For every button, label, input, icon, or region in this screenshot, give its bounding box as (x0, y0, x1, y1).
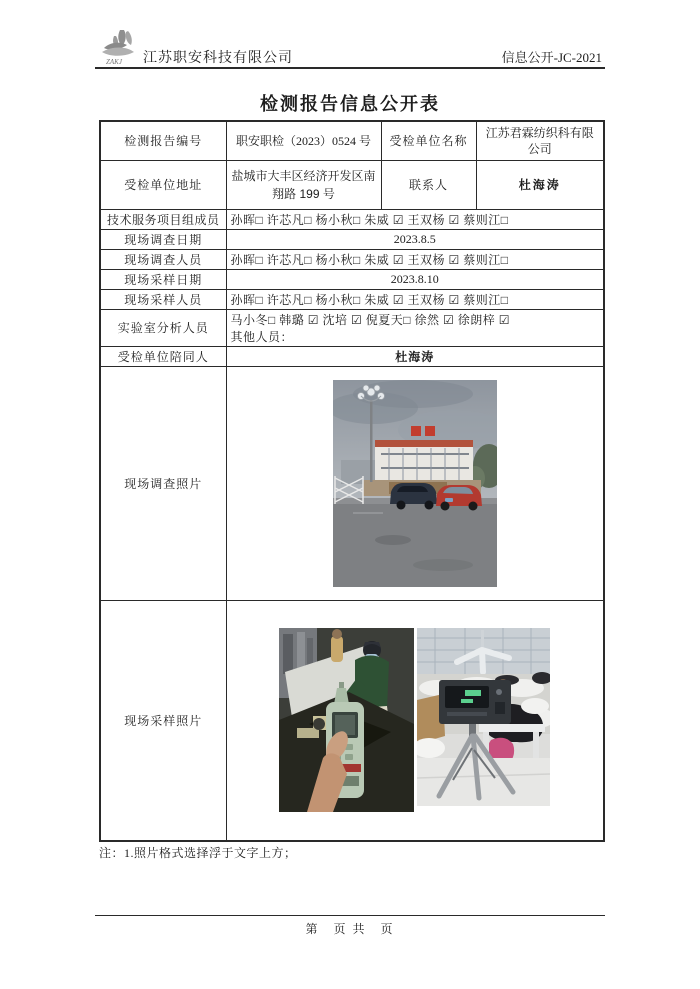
survey-staff-label: 现场调查人员 (100, 249, 226, 269)
lab-staff-others: 其他人员： (230, 329, 294, 344)
table-row (100, 600, 604, 841)
tech-team-label: 技术服务项目组成员 (100, 209, 226, 229)
survey-date-value: 2023.8.5 (226, 229, 604, 249)
sampling-photo-label: 现场采样照片 (100, 600, 226, 841)
sampling-staff-label: 现场采样人员 (100, 289, 226, 309)
company-logo-icon (100, 28, 142, 66)
header-divider (95, 67, 605, 69)
table-row (100, 160, 604, 209)
table-row (100, 229, 604, 249)
lab-staff-cell (226, 309, 604, 346)
table-row (100, 209, 604, 229)
table-row (100, 121, 604, 160)
document-code: 信息公开-JC-2021 (501, 50, 602, 65)
photo-format-note: 注：1.照片格式选择浮于文字上方； (99, 846, 297, 860)
survey-photo-label: 现场调查照片 (100, 366, 226, 600)
unit-name-label: 受检单位名称 (381, 121, 476, 160)
table-row (100, 309, 604, 346)
survey-date-label: 现场调查日期 (100, 229, 226, 249)
tech-team-checkboxes: 孙晖□ 许芯凡□ 杨小秋□ 朱威 ☑ 王双杨 ☑ 蔡则江□ (226, 209, 604, 229)
survey-photo-cell (226, 366, 604, 600)
table-row (100, 346, 604, 366)
unit-name-value: 江苏君霖纺织科有限公司 (476, 121, 604, 160)
table-row (100, 249, 604, 269)
table-row (100, 269, 604, 289)
page-number-footer: 第 页 共 页 (305, 922, 395, 936)
svg-text:ZAKJ: ZAKJ (106, 58, 122, 66)
contact-label: 联系人 (381, 160, 476, 209)
escort-value: 杜海涛 (226, 346, 604, 366)
escort-label: 受检单位陪同人 (100, 346, 226, 366)
company-name: 江苏职安科技有限公司 (143, 51, 293, 66)
report-no-value: 职安职检（2023）0524 号 (226, 121, 381, 160)
lab-staff-label: 实验室分析人员 (100, 309, 226, 346)
sampling-photo-cell (226, 600, 604, 841)
table-row (100, 366, 604, 600)
unit-addr-label: 受检单位地址 (100, 160, 226, 209)
footer-divider (95, 915, 605, 916)
lab-staff-checkboxes: 马小冬□ 韩璐 ☑ 沈培 ☑ 倪夏天□ 徐然 ☑ 徐朗梓 ☑ (230, 312, 511, 327)
contact-value: 杜海涛 (476, 160, 604, 209)
sampling-photo-left (279, 628, 414, 812)
sampling-date-label: 现场采样日期 (100, 269, 226, 289)
unit-addr-value: 盐城市大丰区经济开发区南翔路 199 号 (226, 160, 381, 209)
report-no-label: 检测报告编号 (100, 121, 226, 160)
survey-photo (333, 380, 497, 587)
sampling-photo-right (417, 628, 550, 806)
sampling-date-value: 2023.8.10 (226, 269, 604, 289)
table-row (100, 289, 604, 309)
sampling-staff-checkboxes: 孙晖□ 许芯凡□ 杨小秋□ 朱威 ☑ 王双杨 ☑ 蔡则江□ (226, 289, 604, 309)
report-info-table (99, 120, 605, 842)
survey-staff-checkboxes: 孙晖□ 许芯凡□ 杨小秋□ 朱威 ☑ 王双杨 ☑ 蔡则江□ (226, 249, 604, 269)
page-title: 检测报告信息公开表 (260, 94, 440, 114)
